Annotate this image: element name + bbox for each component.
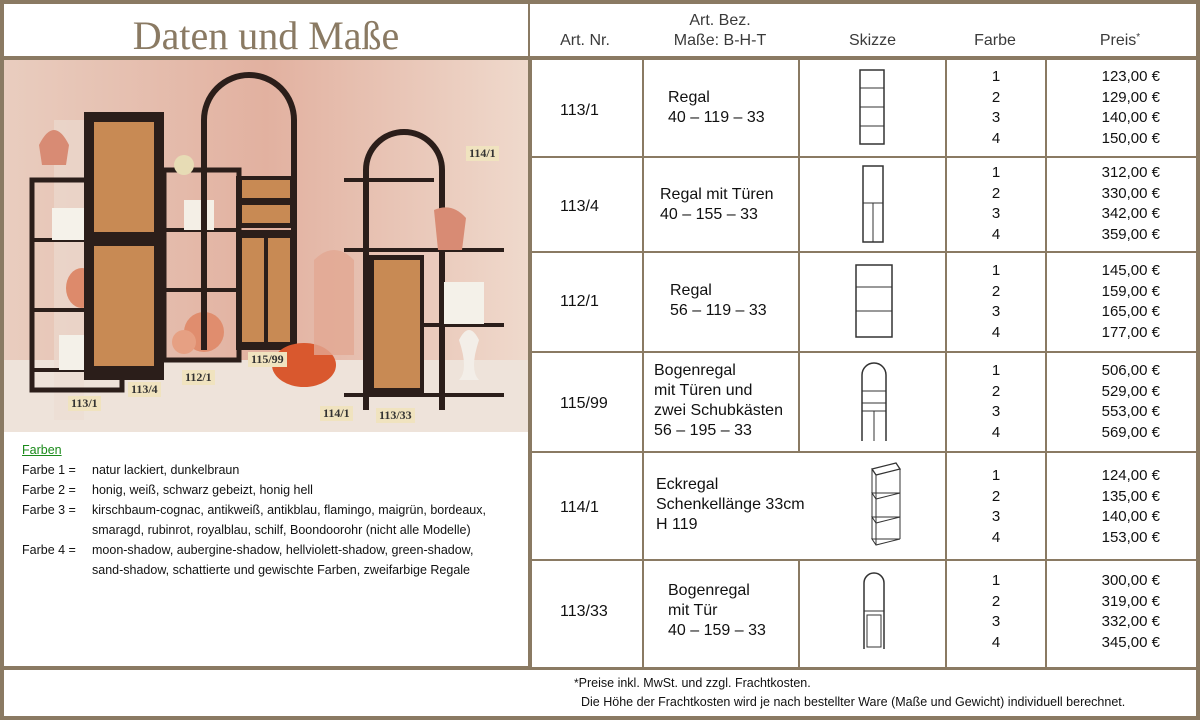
header-artbez: Art. Bez. [689,12,751,29]
bez-line: Bogenregal [654,362,736,379]
bez-cell [644,158,798,251]
color-number: 1 [991,164,1001,181]
price: 165,00 € [1101,303,1160,320]
bez-text [660,185,774,225]
color-number: 1 [991,68,1001,85]
price: 150,00 € [1101,129,1160,147]
footer-mark: * [574,676,579,690]
farbe-cell [947,453,1045,559]
farbe-cell [947,60,1045,156]
price-list [1102,571,1160,653]
price-list [1102,466,1160,548]
color-number: 4 [991,129,1001,147]
bez-line: 40 – 159 – 33 [668,622,766,639]
price: 124,00 € [1101,467,1160,484]
price: 342,00 € [1101,205,1160,222]
color-number: 4 [991,633,1001,651]
farbe-cell [947,158,1045,251]
legend-heading: Farben [22,443,62,457]
legend-text: kirschbaum-cognac, antikweiß, antikblau, flamingo, maigrün, bordeaux, [92,503,486,517]
page-title: Daten und Maße [132,13,400,58]
color-number: 1 [991,262,1001,279]
photo-label: 114/1 [466,146,499,161]
footer-text: Preise inkl. MwSt. und zzgl. Frachtkosten. [578,676,811,690]
bez-text [654,361,783,441]
bez-line: Schenkellänge 33cm [656,496,805,513]
photo-label: 115/99 [248,352,287,367]
color-number: 2 [991,88,1001,106]
color-legend [4,432,528,666]
color-number: 3 [991,508,1001,525]
bez-cell [644,253,798,351]
artnr-cell [532,353,642,451]
legend-key: Farbe 4 = [22,543,76,557]
color-number: 4 [991,323,1001,341]
legend-text: natur lackiert, dunkelbraun [92,463,240,477]
artnr: 113/33 [560,603,608,620]
price: 135,00 € [1101,487,1160,505]
price: 506,00 € [1101,362,1160,379]
legend-key: Farbe 2 = [22,483,76,497]
color-number: 3 [991,109,1001,126]
bez-line: 40 – 155 – 33 [660,206,758,223]
table-header [530,4,1196,56]
price: 123,00 € [1101,68,1160,85]
bez-line: 40 – 119 – 33 [668,109,765,126]
color-number: 1 [991,572,1001,589]
price-list [1102,67,1160,149]
color-number: 2 [991,184,1001,202]
price: 140,00 € [1101,109,1160,126]
price: 129,00 € [1101,88,1160,106]
artnr: 113/1 [560,102,599,119]
bez-line: Regal [668,89,710,106]
corner-shelf-sketch [854,455,914,555]
sketch-cell [800,158,945,251]
price: 300,00 € [1101,572,1160,589]
bez-cell [644,561,798,667]
farbe-cell [947,253,1045,351]
price-list [1102,261,1160,343]
color-list [947,571,1045,653]
artnr-cell [532,158,642,251]
artnr-cell [532,453,642,559]
color-list [947,466,1045,548]
bez-line: 56 – 119 – 33 [670,302,767,319]
footer-line-1 [574,676,811,690]
farbe-cell [947,353,1045,451]
bez-line: Bogenregal [668,582,750,599]
bez-text [670,281,767,321]
price: 140,00 € [1101,508,1160,525]
header-preis [1045,32,1195,50]
shelf-doors-sketch [800,158,945,251]
price: 319,00 € [1101,592,1160,610]
bez-line: Regal [670,282,712,299]
price-list [1102,361,1160,443]
color-number: 2 [991,487,1001,505]
artnr-cell [532,561,642,667]
price: 145,00 € [1101,262,1160,279]
sketch-cell [800,561,945,667]
legend-text: moon-shadow, aubergine-shadow, hellviolett-shadow, green-shadow, [92,543,474,557]
photo-label: 112/1 [182,370,215,385]
price: 529,00 € [1101,382,1160,400]
preis-cell [1047,253,1196,351]
color-number: 3 [991,403,1001,420]
bez-line: zwei Schubkästen [654,402,783,419]
preis-cell [1047,353,1196,451]
price: 345,00 € [1101,633,1160,651]
artnr-cell [532,60,642,156]
bez-line: H 119 [656,516,698,533]
color-number: 4 [991,225,1001,243]
bez-line: mit Türen und [654,382,753,399]
table-row [532,158,1196,251]
header-preis-label: Preis [1099,32,1137,49]
legend-key: Farbe 1 = [22,463,76,477]
color-number: 2 [991,592,1001,610]
legend-key: Farbe 3 = [22,503,76,517]
table-row [532,353,1196,451]
sketch-cell [800,353,945,451]
color-number: 3 [991,303,1001,320]
artnr: 112/1 [560,293,599,310]
color-number: 1 [991,467,1001,484]
title-cell [4,4,528,56]
photo-label: 114/1 [320,406,353,421]
legend-item [22,480,528,500]
price: 312,00 € [1101,164,1160,181]
price: 177,00 € [1101,323,1160,341]
furniture-photo-image [4,60,528,432]
bez-line: mit Tür [668,602,718,619]
bez-line: 56 – 195 – 33 [654,422,752,439]
bez-line: Regal mit Türen [660,186,774,203]
header-preis-mark: * [1136,32,1141,43]
arch-shelf-door-sketch [800,561,945,667]
footer-line-2: Die Höhe der Frachtkosten wird je nach bestellter Ware (Maße und Gewicht) individuell berechnet. [581,695,1126,709]
bez-cell [644,353,798,451]
price: 553,00 € [1101,403,1160,420]
bez-text [668,88,765,128]
color-number: 4 [991,528,1001,546]
artnr: 113/4 [560,198,599,215]
price: 332,00 € [1101,613,1160,630]
legend-item-continued [22,520,528,540]
price: 159,00 € [1101,282,1160,300]
photo-label: 113/1 [68,396,101,411]
bez-line: Eckregal [656,476,719,493]
footer-note [4,670,1196,716]
preis-cell [1047,60,1196,156]
color-number: 1 [991,362,1001,379]
artnr: 115/99 [560,395,608,412]
preis-cell [1047,453,1196,559]
color-list [947,67,1045,149]
artnr-cell [532,253,642,351]
price: 330,00 € [1101,184,1160,202]
sketch-cell [800,60,945,156]
legend-item [22,500,528,520]
header-farbe: Farbe [974,32,1016,49]
legend-text: smaragd, rubinrot, royalblau, schilf, Boondoorohr (nicht alle Modelle) [92,523,471,537]
price: 359,00 € [1101,225,1160,243]
header-artnr: Art. Nr. [560,32,610,49]
legend-item [22,540,528,560]
legend-text: sand-shadow, schattierte und gewischte Farben, zweifarbige Regale [92,563,470,577]
color-number: 4 [991,423,1001,441]
color-list [947,361,1045,443]
price-list [1102,163,1160,245]
price: 569,00 € [1101,423,1160,441]
bez-cell [644,453,945,559]
sketch-cell [800,253,945,351]
legend-item-continued [22,560,528,580]
color-number: 2 [991,282,1001,300]
table-row [532,60,1196,156]
shelf-wide-sketch [800,253,945,351]
table-row [532,561,1196,667]
arch-shelf-drawers-sketch [800,353,945,451]
color-number: 2 [991,382,1001,400]
photo-label: 113/33 [376,408,415,423]
color-number: 3 [991,205,1001,222]
legend-text: honig, weiß, schwarz gebeizt, honig hell [92,483,313,497]
color-list [947,163,1045,245]
artnr: 114/1 [560,499,599,516]
color-list [947,261,1045,343]
table-row [532,253,1196,351]
preis-cell [1047,561,1196,667]
table-row [532,453,1196,559]
product-photo [4,60,528,432]
price: 153,00 € [1101,528,1160,546]
farbe-cell [947,561,1045,667]
bez-text [668,581,766,641]
photo-label: 113/4 [128,382,161,397]
header-masse: Maße: B-H-T [673,32,767,49]
legend-item [22,460,528,480]
header-skizze: Skizze [848,32,897,49]
shelf-tall-sketch [800,60,945,156]
bez-cell [644,60,798,156]
color-number: 3 [991,613,1001,630]
preis-cell [1047,158,1196,251]
bez-text [656,475,805,535]
